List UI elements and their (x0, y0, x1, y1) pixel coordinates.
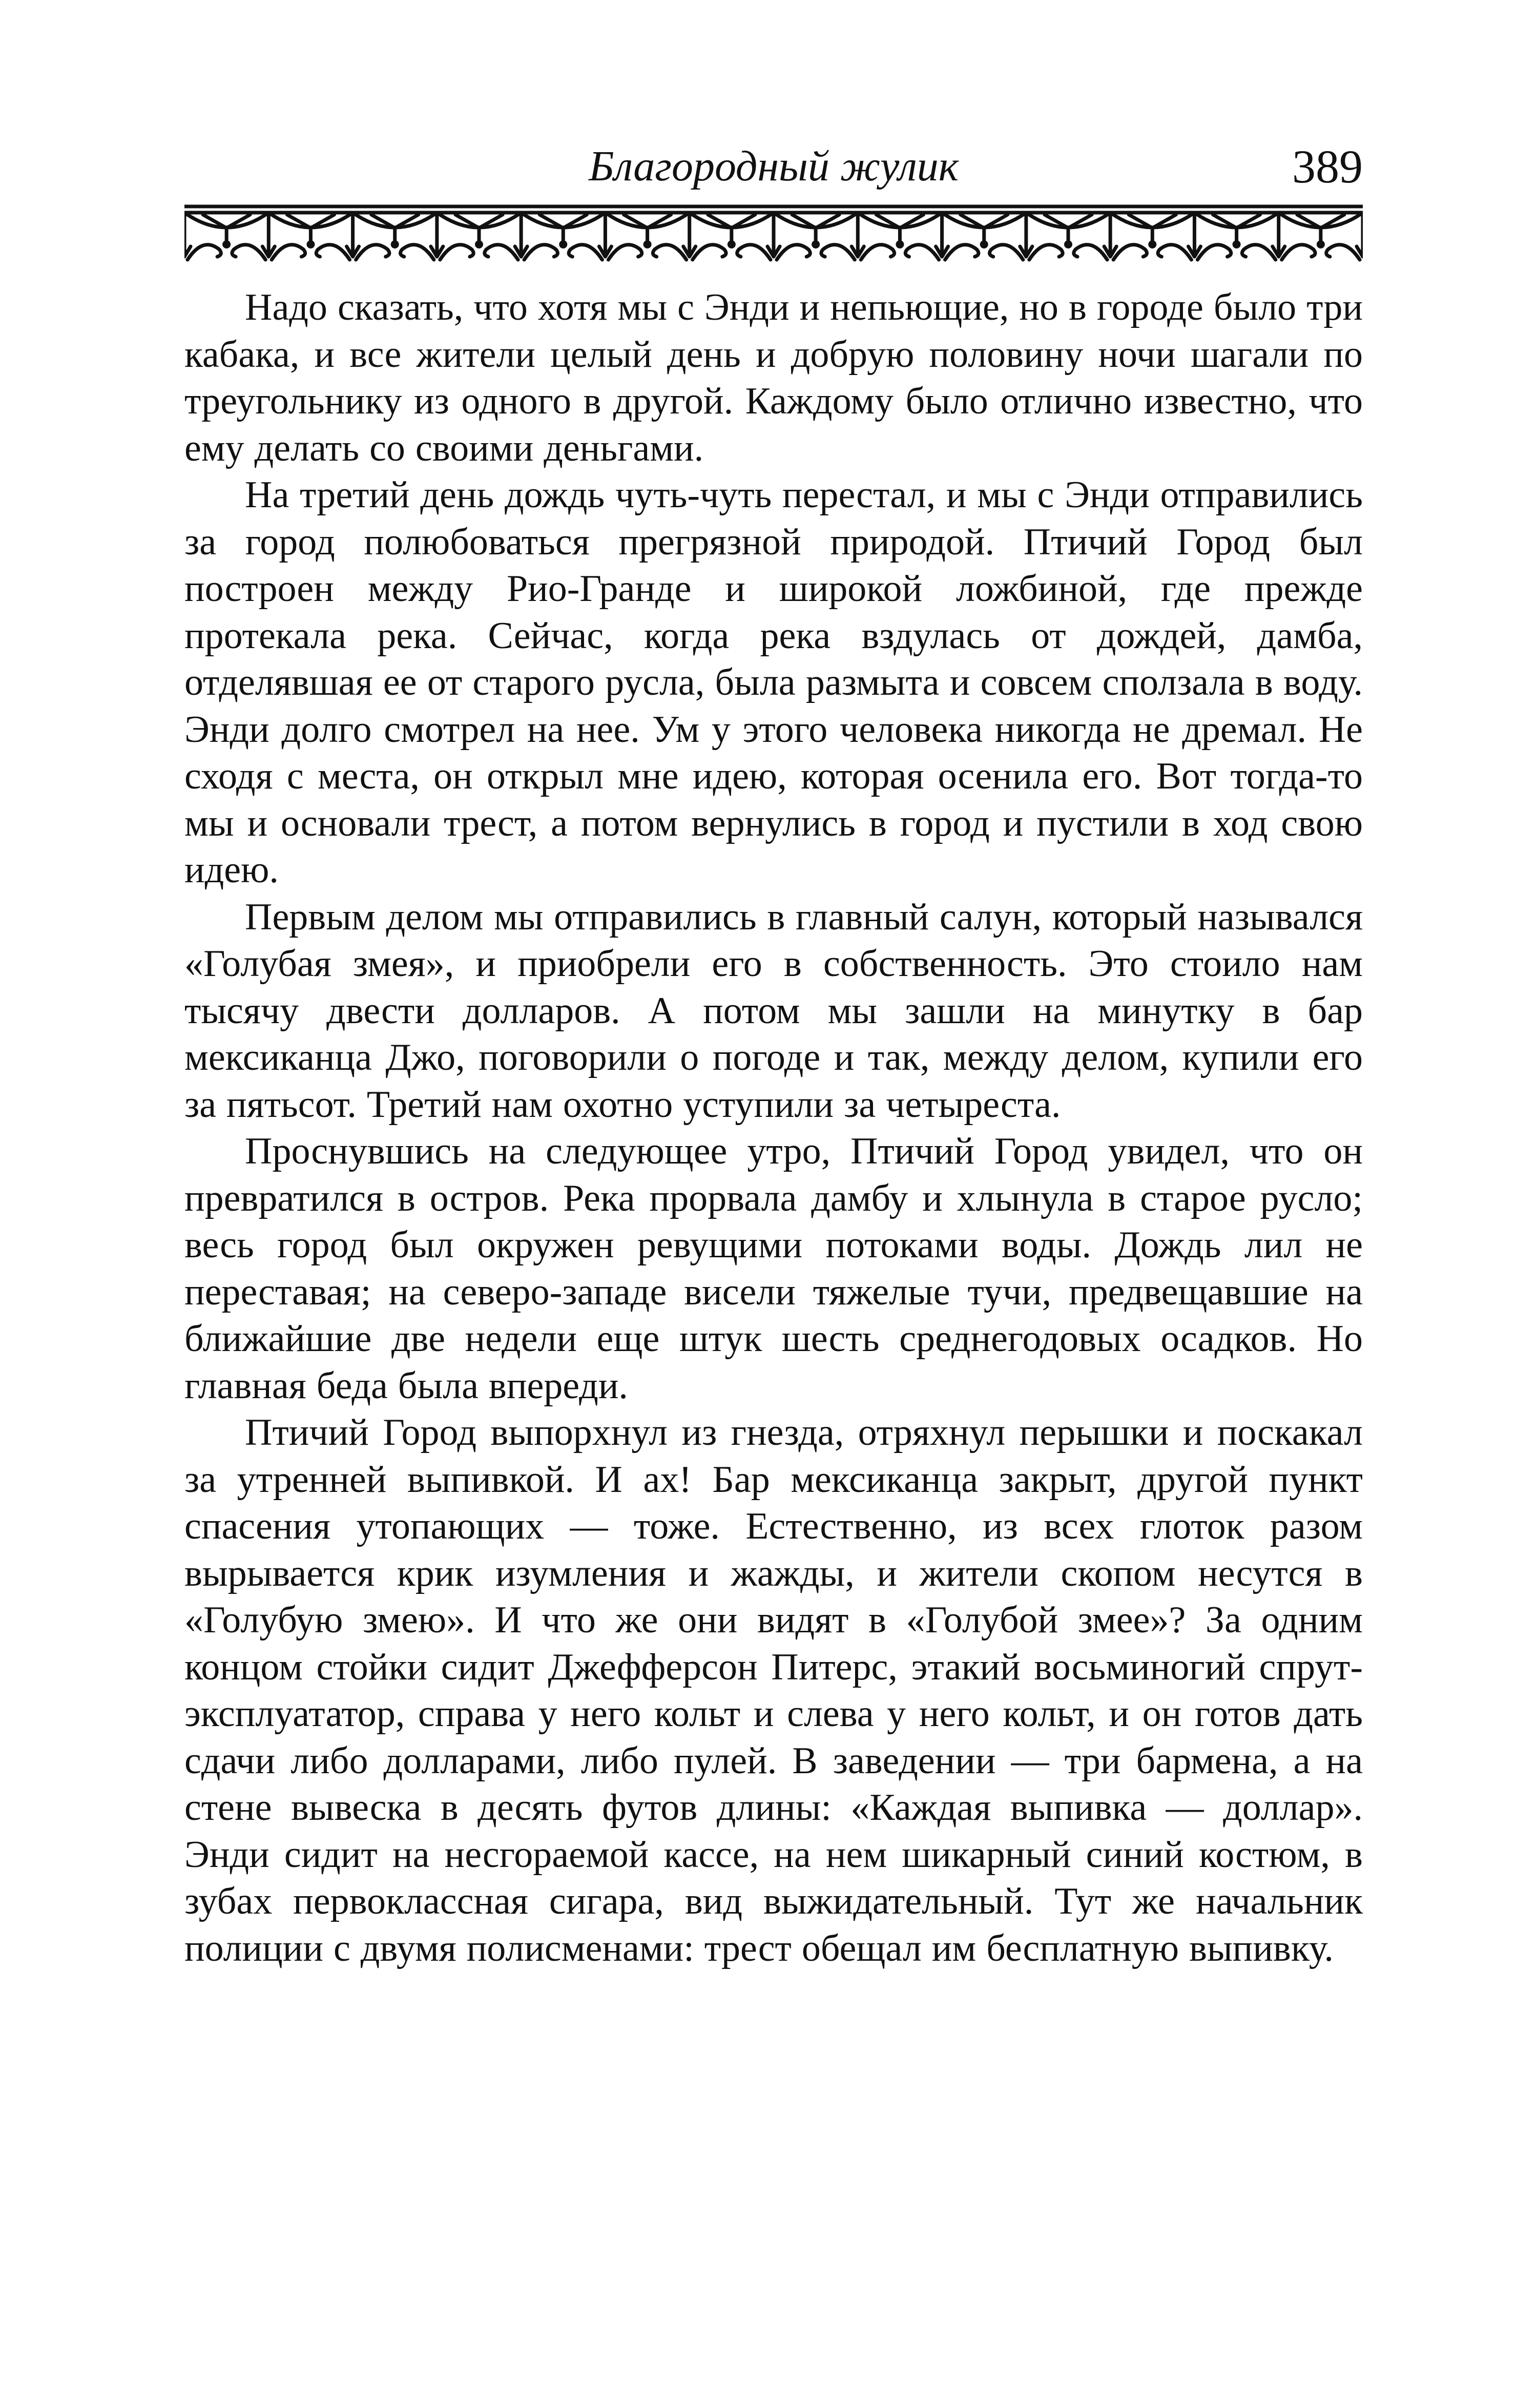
page-number: 389 (1292, 140, 1363, 193)
body-text (184, 284, 1363, 1972)
paragraph: Птичий Город выпорхнул из гнезда, отряхнул перышки и поскакал за утренней выпивкой. И ах! Бар мексиканца закрыт, другой пункт спасения утопающих — тоже. Естественно, из всех глоток разом вырывается крик изумления и жажды, и жители скопом несутся в «Голубую змею». И что же они видят в «Голубой змее»? За одним концом стойки сидит Джефферсон Питерс, этакий восьминогий спрут-эксплуататор, справа у него кольт и слева у него кольт, и он готов дать сдачи либо долларами, либо пулей. В заведении — три бармена, а на стене вывеска в десять футов длины: «Каждая выпивка — доллар». Энди сидит на несгораемой кассе, на нем шикарный синий костюм, в зубах первоклассная сигара, вид выжидательный. Тут же начальник полиции с двумя полисменами: трест обещал им бесплатную выпивку. (184, 1411, 1363, 1969)
running-head (184, 138, 1363, 195)
paragraph: Проснувшись на следующее утро, Птичий Город увидел, что он превратился в остров. Река прорвала дамбу и хлынула в старое русло; весь город был окружен ревущими потоками воды. Дождь лил не переставая; на северо-западе висели тяжелые тучи, предвещавшие на ближайшие две недели еще штук шесть среднегодовых осадков. Но главная беда была впереди. (184, 1130, 1363, 1407)
paragraph: Первым делом мы отправились в главный салун, который назывался «Голубая змея», и приобрели его в собственность. Это стоило нам тысячу двести долларов. А потом мы зашли на минутку в бар мексиканца Джо, поговорили о погоде и так, между делом, купили его за пятьсот. Третий нам охотно уступили за четыреста. (184, 896, 1363, 1126)
paragraph: На третий день дождь чуть-чуть перестал, и мы с Энди отправились за город полюбоваться прегрязной природой. Птичий Город был построен между Рио-Гранде и широкой ложбиной, где прежде протекала река. Сейчас, когда река вздулась от дождей, дамба, отделявшая ее от старого русла, была размыта и совсем сползала в воду. Энди долго смотрел на нее. Ум у этого человека никогда не дремал. Не сходя с места, он открыл мне идею, которая осенила его. Вот тогда-то мы и основали трест, а потом вернулись в город и пустили в ход свою идею. (184, 474, 1363, 891)
scroll-border-ornament-icon (184, 202, 1363, 274)
paragraph: Надо сказать, что хотя мы с Энди и непьющие, но в городе было три кабака, и все жители целый день и добрую половину ночи шагали по треугольнику из одного в другой. Каждому было отлично известно, что ему делать со своими деньгами. (184, 286, 1363, 469)
running-head-title: Благородный жулик (589, 142, 959, 190)
